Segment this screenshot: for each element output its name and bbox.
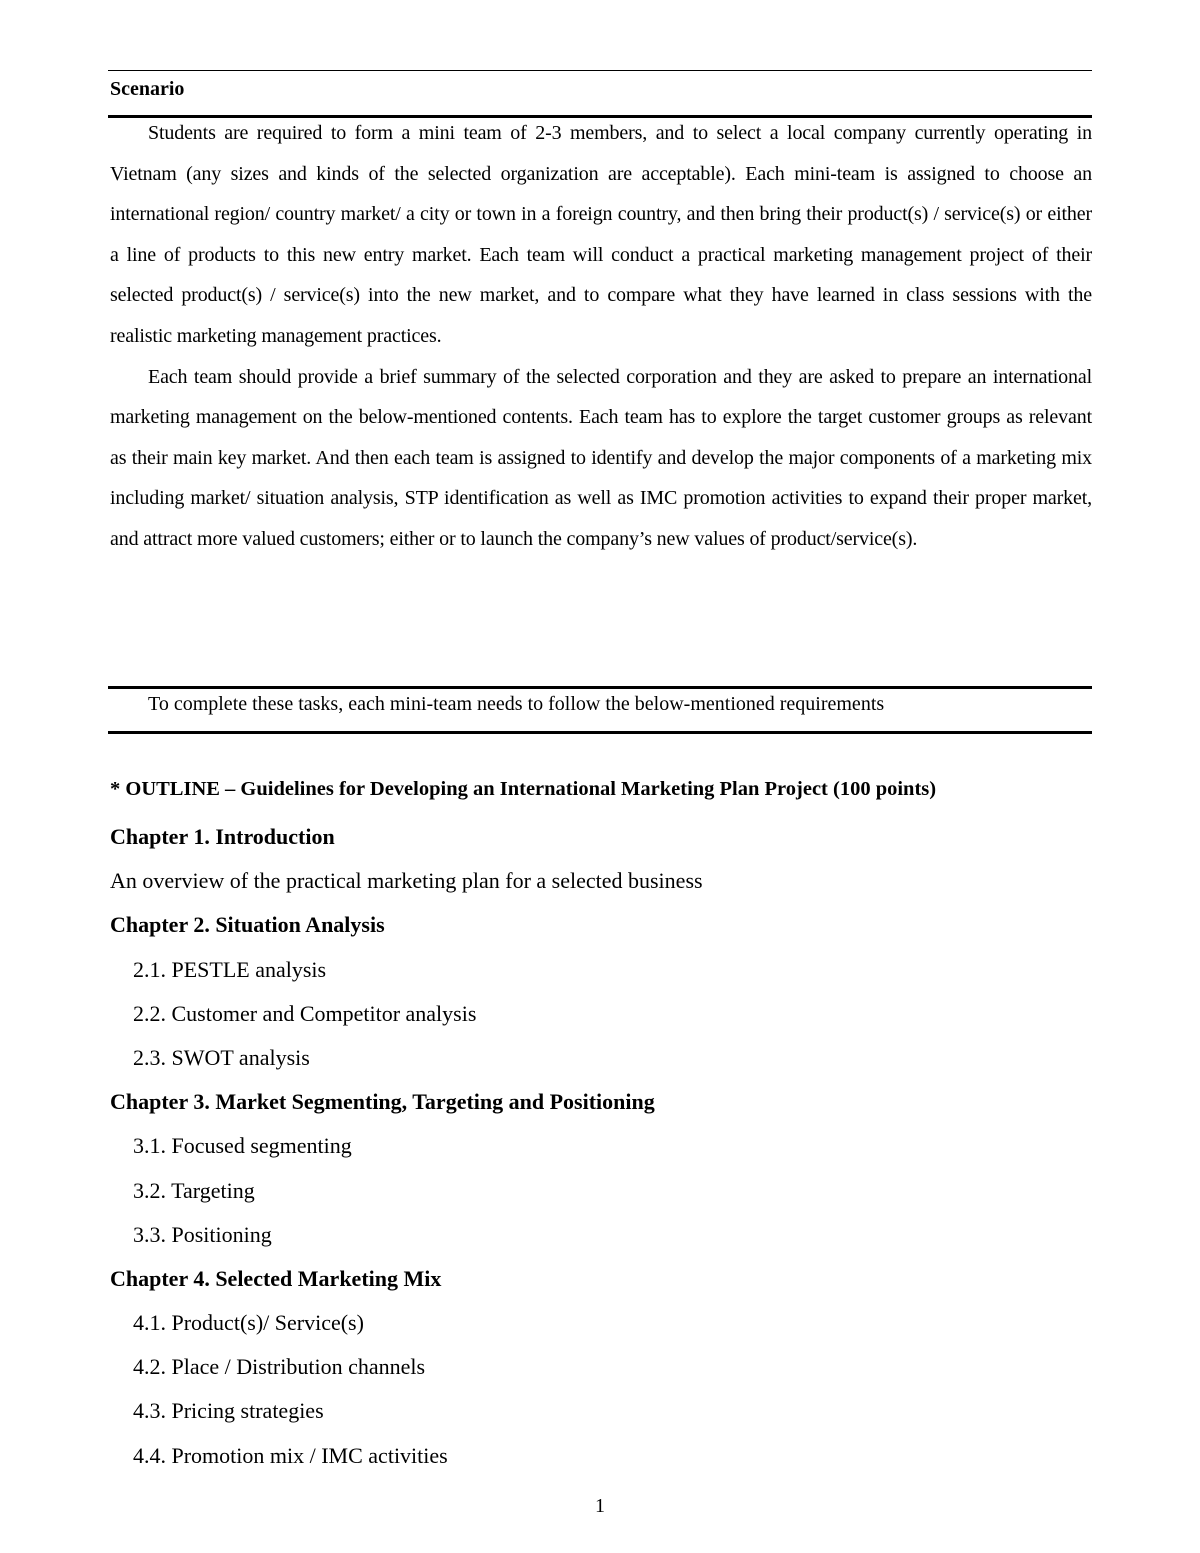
page-number: 1 <box>595 1495 605 1517</box>
section-item: 2.1. PESTLE analysis <box>133 956 327 982</box>
section-item: 4.1. Product(s)/ Service(s) <box>133 1310 364 1336</box>
scenario-heading: Scenario <box>110 78 185 100</box>
chapter-heading: Chapter 2. Situation Analysis <box>110 912 385 938</box>
document-page <box>108 0 1092 1553</box>
top-divider <box>108 70 1092 71</box>
chapter-heading: Chapter 1. Introduction <box>110 824 335 849</box>
scenario-body <box>110 113 1092 560</box>
section-item: 3.3. Positioning <box>133 1221 272 1247</box>
section-item: 4.4. Promotion mix / IMC activities <box>133 1442 448 1468</box>
outline-title: * OUTLINE – Guidelines for Developing an International Marketing Plan Project (100 points) <box>110 778 937 800</box>
chapter-heading: Chapter 3. Market Segmenting, Targeting and Positioning <box>110 1089 655 1115</box>
outline-list <box>110 815 1092 1478</box>
section-item: 3.1. Focused segmenting <box>133 1133 352 1159</box>
scenario-paragraph: Students are required to form a mini team of 2-3 members, and to select a local company currently operating in Vietnam (any sizes and kinds of the selected organization are acceptable). Each mini-team is assigned to choose an international region/ country market/ a city or town in a foreign country, and then bring their product(s) / service(s) or either a line of products to this new entry market. Each team will conduct a practical marketing management project of their selected product(s) / service(s) into the new market, and to compare what they have learned in class sessions with the realistic marketing management practices. <box>110 122 1092 347</box>
chapter-description: An overview of the practical marketing plan for a selected business <box>110 868 703 894</box>
tasks-top-divider <box>108 686 1092 689</box>
section-item: 2.2. Customer and Competitor analysis <box>133 1000 477 1026</box>
section-item: 4.2. Place / Distribution channels <box>133 1354 426 1380</box>
tasks-instruction: To complete these tasks, each mini-team needs to follow the below-mentioned requirements <box>148 693 885 715</box>
section-item: 2.3. SWOT analysis <box>133 1044 310 1070</box>
section-item: 4.3. Pricing strategies <box>133 1398 324 1424</box>
chapter-heading: Chapter 4. Selected Marketing Mix <box>110 1265 442 1291</box>
scenario-paragraph: Each team should provide a brief summary of the selected corporation and they are asked to prepare an international marketing management on the below-mentioned contents. Each team has to explore the target customer groups as relevant as their main key market. And then each team is assigned to identify and develop the major components of a marketing mix including market/ situation analysis, STP identification as well as IMC promotion activities to expand their proper market, and attract more valued customers; either or to launch the company’s new values of product/service(s). <box>110 365 1092 550</box>
tasks-bottom-divider <box>108 731 1092 734</box>
section-item: 3.2. Targeting <box>133 1177 255 1203</box>
